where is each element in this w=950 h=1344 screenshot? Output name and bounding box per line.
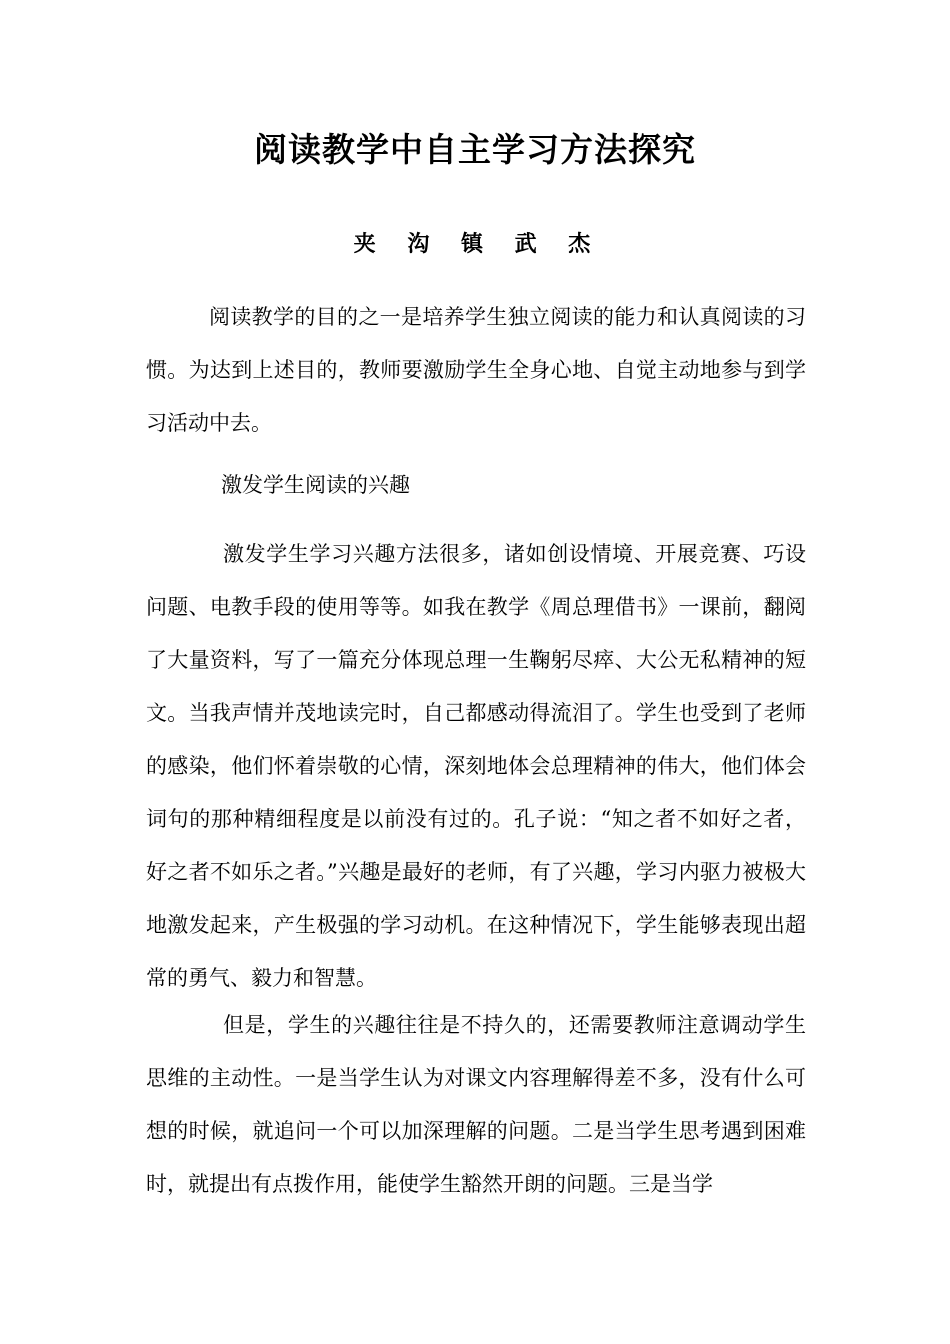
section-heading: 激发学生阅读的兴趣 [221,473,410,497]
paragraph-intro: 阅读教学的目的之一是培养学生独立阅读的能力和认真阅读的习惯。为达到上述目的，教师要激励学生全身心地、自觉主动地参与到学习活动中去。 [146,305,806,435]
document-title: 阅读教学中自主学习方法探究 [254,130,696,169]
paragraph-thinking: 但是，学生的兴趣往往是不持久的，还需要教师注意调动学生思维的主动性。一是当学生认为对课文内容理解得差不多，没有什么可想的时候，就追问一个可以加深理解的问题。二是当学生思考遇到困难时，就提出有点拨作用，能使学生豁然开朗的问题。三是当学 [146,1013,806,1196]
paragraph-interest: 激发学生学习兴趣方法很多，诸如创设情境、开展竞赛、巧设问题、电教手段的使用等等。如我在教学《周总理借书》一课前，翻阅了大量资料，写了一篇充分体现总理一生鞠躬尽瘁、大公无私精神的短文。当我声情并茂地读完时，自己都感动得流泪了。学生也受到了老师的感染，他们怀着崇敬的心情，深刻地体会总理精神的伟大，他们体会词句的那种精细程度是以前没有过的。孔子说：“知之者不如好之者，好之者不如乐之者。”兴趣是最好的老师，有了兴趣，学习内驱力被极大地激发起来，产生极强的学习动机。在这种情况下，学生能够表现出超常的勇气、毅力和智慧。 [146,542,806,990]
author-line: 夹 沟 镇 武 杰 [353,232,597,257]
